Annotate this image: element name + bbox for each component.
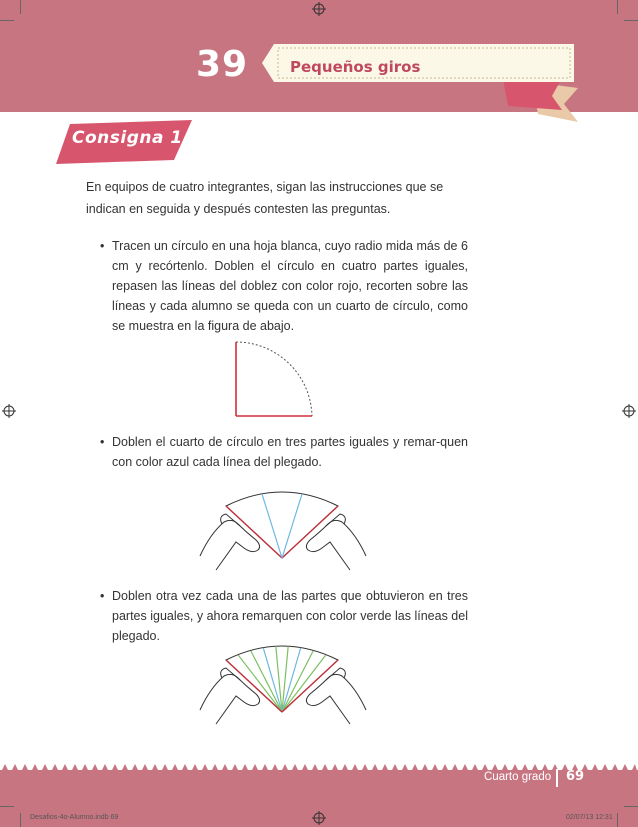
- quarter-circle-figure: [228, 336, 324, 422]
- crop-mark: [20, 813, 21, 827]
- step-3: [100, 586, 468, 646]
- crop-mark: [624, 20, 638, 21]
- footer-separator: [556, 769, 558, 787]
- step-1: [100, 236, 468, 336]
- consigna-label: Consigna 1: [72, 128, 183, 148]
- title-ribbon: [262, 44, 578, 124]
- print-slug-date: 02/07/13 12:31: [566, 814, 613, 821]
- grade-label: Cuarto grado: [484, 771, 552, 783]
- registration-mark-icon: [622, 404, 636, 418]
- intro-paragraph: En equipos de cuatro integrantes, sigan las instrucciones que se indican en seguida y después contesten las preguntas.: [86, 180, 444, 216]
- step-2-text: Doblen el cuarto de círculo en tres partes iguales y remar-quen con color azul cada línea del plegado.: [112, 435, 468, 469]
- lesson-number: 39: [196, 44, 249, 85]
- lesson-title: Pequeños giros: [290, 58, 421, 76]
- fan-nine-parts-figure: [196, 638, 370, 730]
- registration-mark-icon: [312, 811, 326, 825]
- registration-mark-icon: [2, 404, 16, 418]
- crop-mark: [617, 0, 618, 14]
- page-number: 69: [566, 769, 585, 784]
- step-3-text: Doblen otra vez cada una de las partes que obtuvieron en tres partes iguales, y ahora remarquen con color verde las líneas del plegado.: [112, 589, 468, 643]
- crop-mark: [624, 806, 638, 807]
- bullet-marker: •: [100, 589, 105, 603]
- step-2: [100, 432, 468, 472]
- step-1-text: Tracen un círculo en una hoja blanca, cuyo radio mida más de 6 cm y recórtenlo. Doblen el círculo en cuatro partes iguales, repasen las líneas del doblez con color rojo, recorten sobre las líneas y cada alumno se queda con un cuarto de círculo, como se muestra en la figura de abajo.: [112, 239, 468, 333]
- crop-mark: [20, 0, 21, 14]
- crop-mark: [617, 813, 618, 827]
- fan-three-parts-figure: [196, 484, 370, 576]
- crop-mark: [0, 20, 14, 21]
- bullet-marker: •: [100, 435, 105, 449]
- registration-mark-icon: [312, 2, 326, 16]
- bullet-marker: •: [100, 239, 105, 253]
- crop-mark: [0, 806, 14, 807]
- print-slug-file: Desafios-4o-Alumno.indb 69: [30, 814, 119, 821]
